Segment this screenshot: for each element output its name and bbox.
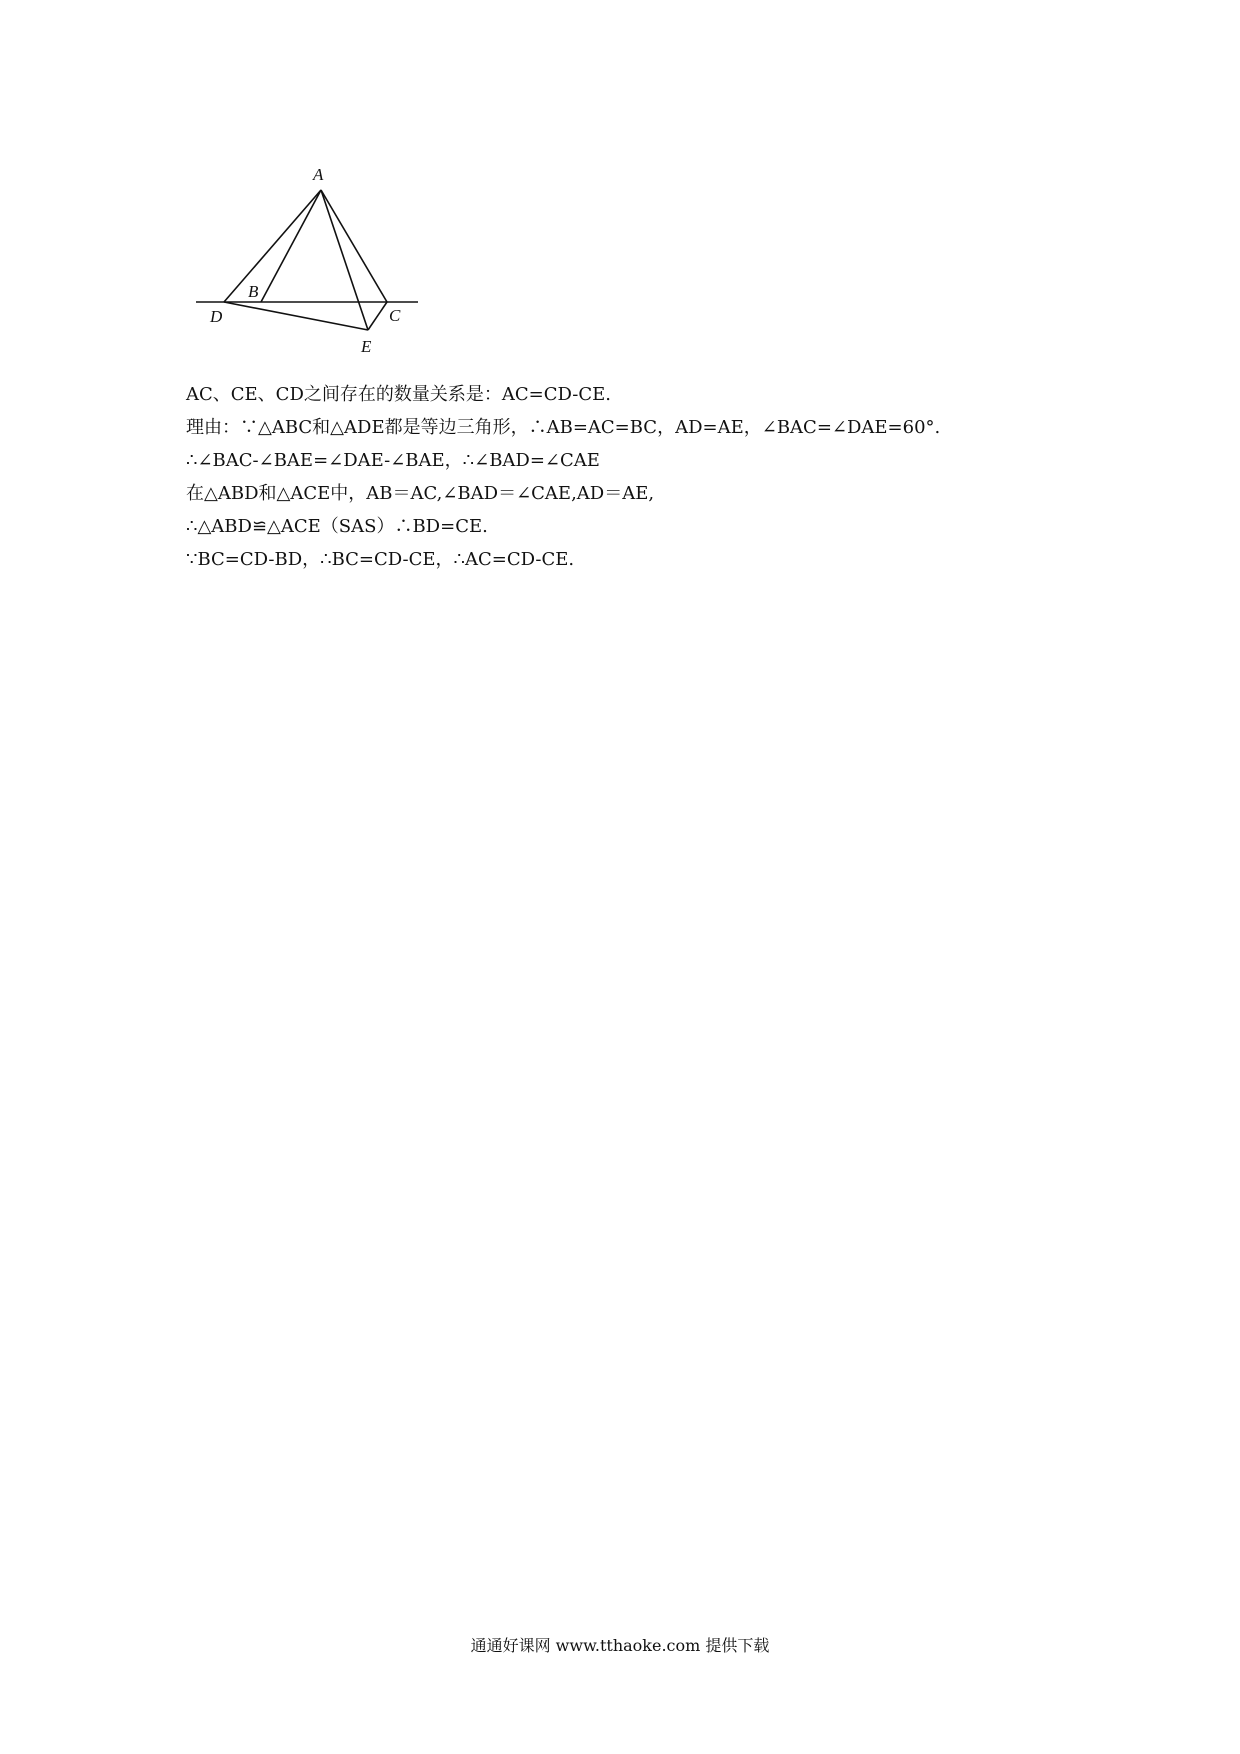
segment-AE xyxy=(321,190,368,330)
triangle-diagram xyxy=(190,160,430,360)
geometry-figure xyxy=(190,160,430,360)
solution-line-3: ∴∠BAC-∠BAE=∠DAE-∠BAE，∴∠BAD=∠CAE xyxy=(186,450,600,471)
solution-text xyxy=(186,378,1086,576)
solution-line-2: 理由：∵△ABC和△ADE都是等边三角形，∴AB=AC=BC，AD=AE，∠BAC=∠DAE=60°. xyxy=(186,417,941,438)
segment-AD xyxy=(224,190,321,302)
point-label-B: B xyxy=(248,282,259,301)
solution-line-6: ∵BC=CD-BD，∴BC=CD-CE，∴AC=CD-CE. xyxy=(186,549,575,570)
segment-DE xyxy=(224,302,368,330)
point-label-D: D xyxy=(210,307,223,326)
point-label-C: C xyxy=(389,306,401,325)
page-footer: 通通好课网 www.tthaoke.com 提供下载 xyxy=(470,1636,770,1655)
solution-line-4: 在△ABD和△ACE中，AB＝AC,∠BAD＝∠CAE,AD＝AE, xyxy=(186,483,655,504)
segment-AC xyxy=(321,190,387,302)
solution-line-1: AC、CE、CD之间存在的数量关系是：AC=CD-CE. xyxy=(186,384,611,405)
point-label-A: A xyxy=(313,165,324,184)
solution-line-5: ∴△ABD≌△ACE（SAS）∴BD=CE. xyxy=(186,516,488,537)
point-label-E: E xyxy=(361,337,372,356)
segment-CE xyxy=(368,302,387,330)
segment-AB xyxy=(261,190,321,302)
